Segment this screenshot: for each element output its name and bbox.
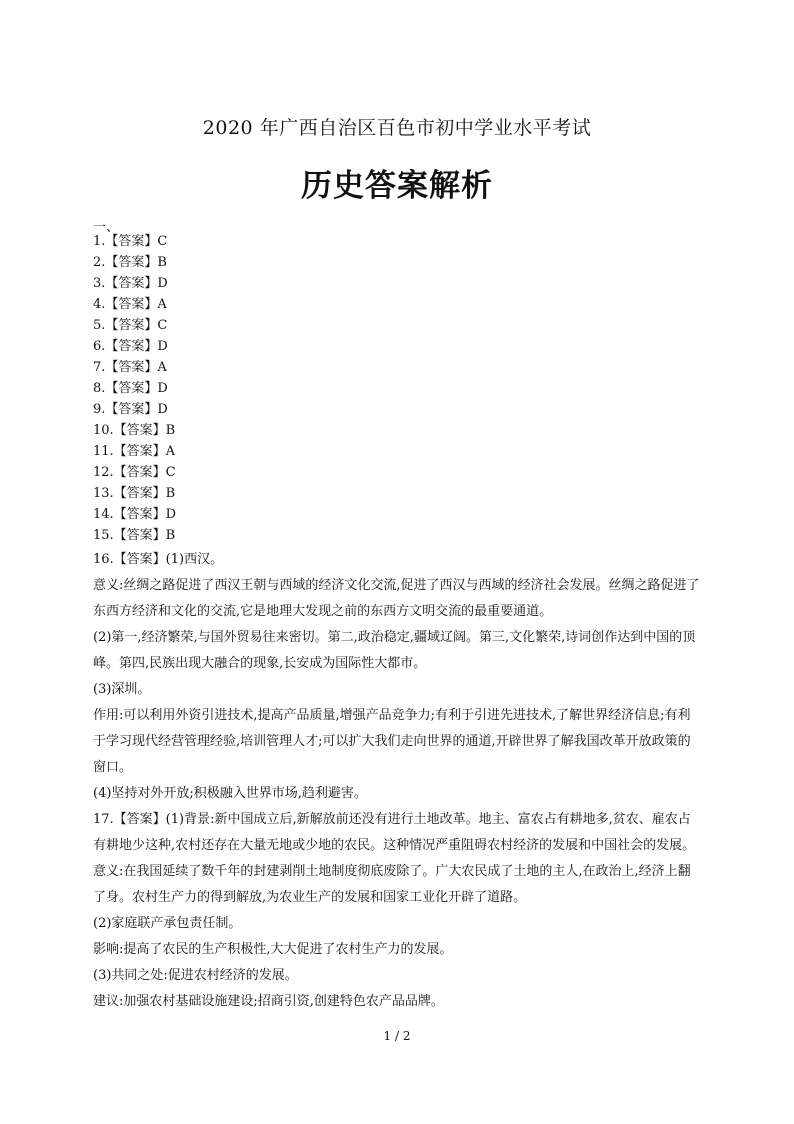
answer-item: 1.【答案】C [93,234,168,249]
answer-item: 2.【答案】B [93,255,167,270]
q17-meaning: 意义:在我国延续了数千年的封建剥削土地制度彻底废除了。广大农民成了土地的主人,在政治上,经济上翻了身。农村生产力的得到解放,为农业生产的发展和国家工业化开辟了道路。 [93,864,691,905]
answer-item: 7.【答案】A [93,360,167,375]
answer-item: 5.【答案】C [93,318,168,333]
answer-item: 15.【答案】B [93,528,176,543]
exam-subtitle: 2020 年广西自治区百色市初中学业水平考试 [202,117,592,139]
q16-answer-heading: 16.【答案】(1)西汉。 [93,552,224,567]
answer-item: 11.【答案】A [93,444,176,459]
answer-item: 9.【答案】D [93,402,168,417]
page-number: 1 / 2 [383,1029,411,1043]
q16-effect: 作用:可以利用外资引进技术,提高产品质量,增强产品竞争力;有利于引进先进技术,了解世界经济信息;有利于学习现代经营管理经验,培训管理人才;可以扩大我们走向世界的通道,开辟世界了解我国改革开放政策的窗口。 [93,708,691,775]
answer-item: 14.【答案】D [93,507,177,522]
answer-item: 10.【答案】B [93,423,176,438]
section-heading: 一、 [93,220,120,235]
q17-suggestion: 建议:加强农村基础设施建设;招商引资,创建特色农产品品牌。 [93,994,444,1009]
q16-meaning: 意义:丝绸之路促进了西汉王朝与西域的经济文化交流,促进了西汉与西域的经济社会发展。丝绸之路促进了东西方经济和文化的交流,它是地理大发现之前的东西方文明交流的最重要通道。 [93,578,700,619]
q16-part3: (3)深圳。 [93,682,151,697]
answer-list [93,231,176,546]
q17-answer-heading: 17.【答案】(1)背景:新中国成立后,新解放前还没有进行土地改革。地主、富农占有耕地多,贫农、雇农占有耕地少这种,农村还存在大量无地或少地的农民。这种情况严重阻碍农村经济的发展和中国社会的发展。 [93,812,696,853]
answer-item: 8.【答案】D [93,381,168,396]
page-title: 历史答案解析 [301,168,493,204]
answer-item: 4.【答案】A [93,297,167,312]
answer-body [93,547,703,1015]
q16-part4: (4)坚持对外开放;积极融入世界市场,趋利避害。 [93,786,367,801]
answer-item: 13.【答案】B [93,486,176,501]
answer-item: 6.【答案】D [93,339,168,354]
answer-item: 3.【答案】D [93,276,168,291]
q16-part2: (2)第一,经济繁荣,与国外贸易往来密切。第二,政治稳定,疆域辽阔。第三,文化繁荣,诗词创作达到中国的顶峰。第四,民族出现大融合的现象,长安成为国际性大都市。 [93,630,696,671]
q17-part3: (3)共同之处:促进农村经济的发展。 [93,968,298,983]
q17-part2: (2)家庭联产承包责任制。 [93,916,242,931]
answer-item: 12.【答案】C [93,465,176,480]
q17-influence: 影响:提高了农民的生产积极性,大大促进了农村生产力的发展。 [93,942,453,957]
